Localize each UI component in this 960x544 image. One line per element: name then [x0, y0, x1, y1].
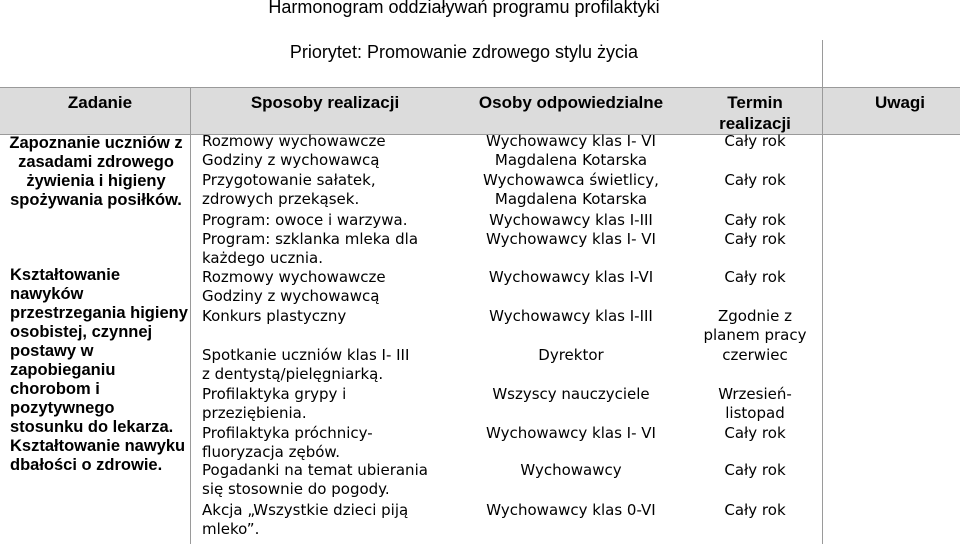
column-divider: [822, 40, 823, 544]
sposoby-cell: się stosownie do pogody.: [202, 480, 390, 498]
header-uwagi: Uwagi: [874, 93, 926, 112]
termin-cell: Cały rok: [724, 230, 786, 248]
termin-cell: Cały rok: [724, 461, 786, 479]
sposoby-cell: Godziny z wychowawcą: [202, 287, 380, 305]
zadanie-cell: Zapoznanie uczniów z zasadami zdrowego żywienia i higieny spożywania posiłków.: [9, 134, 183, 209]
sposoby-cell: Profilaktyka próchnicy-: [202, 424, 373, 442]
osoby-cell: Magdalena Kotarska: [494, 151, 648, 169]
osoby-cell: Wychowawcy klas I-VI: [488, 268, 654, 286]
termin-cell: listopad: [725, 404, 785, 422]
termin-cell: Cały rok: [724, 211, 786, 229]
header-sposoby: Sposoby realizacji: [250, 93, 400, 112]
sposoby-cell: Program: owoce i warzywa.: [202, 211, 408, 229]
termin-cell: Wrzesień-: [718, 385, 792, 403]
osoby-cell: Wychowawcy klas I-III: [489, 211, 653, 229]
sposoby-cell: Rozmowy wychowawcze: [202, 132, 386, 150]
termin-cell: Zgodnie z: [717, 307, 793, 325]
document-title: Harmonogram oddziaływań programu profilaktyki: [268, 0, 660, 17]
sposoby-cell: fluoryzacja zębów.: [202, 443, 341, 461]
osoby-cell: Wychowawca świetlicy,: [483, 171, 659, 189]
osoby-cell: Dyrektor: [538, 346, 604, 364]
osoby-cell: Wychowawcy klas I- VI: [486, 230, 656, 248]
priority-heading: Priorytet: Promowanie zdrowego stylu życia: [289, 42, 639, 62]
sposoby-cell: Spotkanie uczniów klas I- III: [202, 346, 410, 364]
osoby-cell: Wychowawcy klas I- VI: [486, 424, 656, 442]
termin-cell: Cały rok: [724, 171, 786, 189]
sposoby-cell: zdrowych przekąsek.: [202, 190, 360, 208]
sposoby-cell: Pogadanki na temat ubierania: [202, 461, 428, 479]
sposoby-cell: Przygotowanie sałatek,: [202, 171, 376, 189]
osoby-cell: Wychowawcy klas I-III: [489, 307, 653, 325]
termin-cell: Cały rok: [724, 501, 786, 519]
header-zadanie: Zadanie: [67, 93, 133, 112]
sposoby-cell: Program: szklanka mleka dla: [202, 230, 419, 248]
sposoby-cell: Profilaktyka grypy i: [202, 385, 347, 403]
sposoby-cell: Konkurs plastyczny: [202, 307, 347, 325]
osoby-cell: Wychowawcy: [520, 461, 622, 479]
osoby-cell: Wszyscy nauczyciele: [492, 385, 650, 403]
header-osoby: Osoby odpowiedzialne: [478, 93, 664, 112]
termin-cell: Cały rok: [724, 268, 786, 286]
sposoby-cell: Rozmowy wychowawcze: [202, 268, 386, 286]
osoby-cell: Wychowawcy klas I- VI: [486, 132, 656, 150]
termin-cell: Cały rok: [724, 132, 786, 150]
osoby-cell: Wychowawcy klas 0-VI: [486, 501, 656, 519]
sposoby-cell: z dentystą/pielęgniarką.: [202, 365, 384, 383]
header-termin: Termin realizacji: [719, 93, 791, 133]
sposoby-cell: każdego ucznia.: [202, 249, 323, 267]
sposoby-cell: przeziębienia.: [202, 404, 307, 422]
sposoby-cell: Akcja „Wszystkie dzieci piją: [202, 501, 409, 519]
osoby-cell: Magdalena Kotarska: [494, 190, 648, 208]
termin-cell: czerwiec: [722, 346, 788, 364]
sposoby-cell: mleko”.: [202, 520, 260, 538]
column-divider: [190, 88, 191, 544]
table-header-row: [0, 87, 960, 135]
zadanie-cell: Kształtowanie nawyków przestrzegania higieny osobistej, czynnej postawy w zapobieganiu chorobom i pozytywnego stosunku do lekarza. Kształtowanie nawyku dbałości o zdrowie.: [10, 266, 188, 474]
termin-cell: Cały rok: [724, 424, 786, 442]
sposoby-cell: Godziny z wychowawcą: [202, 151, 380, 169]
termin-cell: planem pracy: [703, 326, 807, 344]
